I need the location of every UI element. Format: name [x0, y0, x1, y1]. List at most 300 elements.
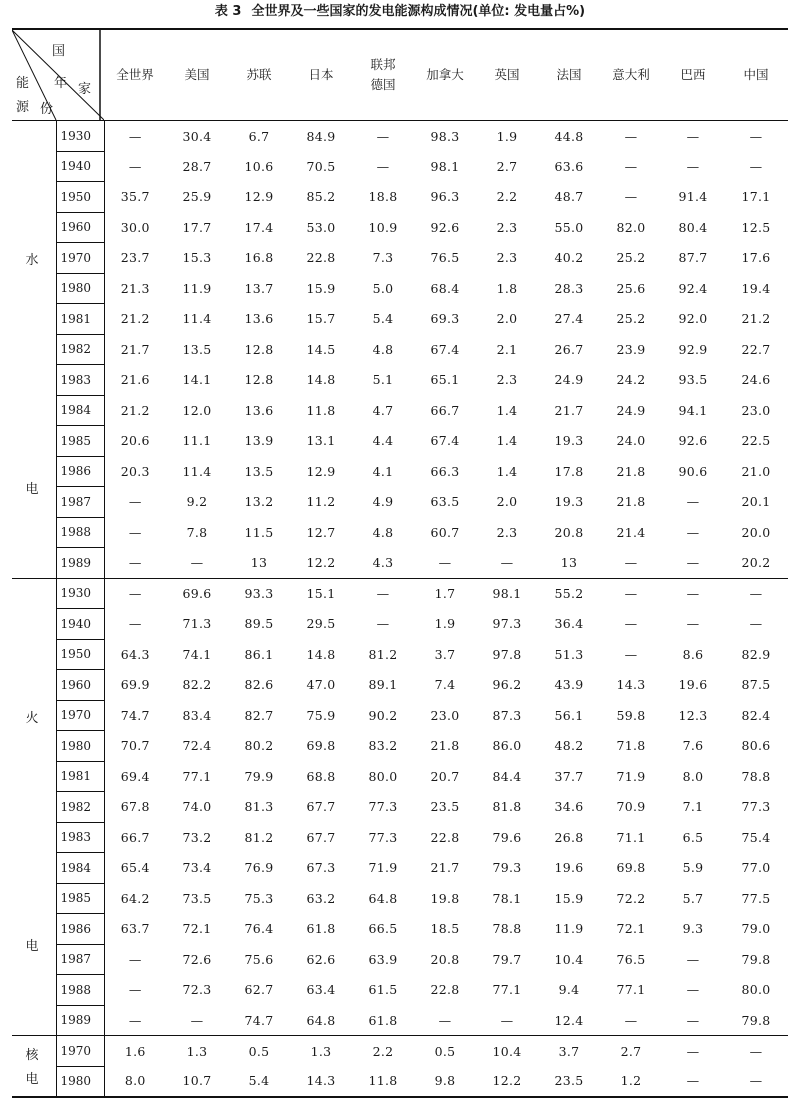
value-cell: —	[686, 951, 700, 967]
value-cell: 70.9	[616, 799, 646, 815]
value-cell: 24.6	[741, 372, 771, 388]
value-cell: 12.7	[306, 524, 336, 540]
value-cell: 1.4	[496, 402, 518, 418]
value-cell: 11.9	[182, 280, 212, 296]
value-cell: 21.0	[741, 463, 771, 479]
year-cell: 1950	[56, 182, 104, 213]
value-cell: 77.0	[741, 860, 771, 876]
value-cell: 8.6	[682, 646, 704, 662]
table-body	[12, 121, 788, 1097]
value-cell: 96.2	[492, 677, 522, 693]
value-cell: 48.7	[554, 189, 584, 205]
year-cell: 1980	[56, 1066, 104, 1097]
value-cell: 70.7	[120, 738, 150, 754]
value-cell: 80.4	[678, 219, 708, 235]
value-cell: 23.5	[554, 1073, 584, 1089]
column-header-text: 德国	[370, 77, 396, 92]
value-cell: 61.8	[368, 1012, 398, 1028]
value-cell: 71.8	[616, 738, 646, 754]
value-cell: 21.3	[120, 280, 150, 296]
value-cell: 21.7	[554, 402, 584, 418]
value-cell: 20.1	[741, 494, 771, 510]
value-cell: 71.1	[616, 829, 646, 845]
year-cell: 1982	[56, 792, 104, 823]
value-cell: 5.4	[372, 311, 394, 327]
table-row	[12, 822, 788, 853]
value-cell: 15.9	[554, 890, 584, 906]
value-cell: 79.9	[244, 768, 274, 784]
value-cell: 81.3	[244, 799, 274, 815]
value-cell: 20.0	[741, 524, 771, 540]
year-cell: 1980	[56, 731, 104, 762]
value-cell: 2.2	[496, 189, 518, 205]
value-cell: 40.2	[554, 250, 584, 266]
value-cell: 14.8	[306, 372, 336, 388]
value-cell: —	[662, 1036, 724, 1067]
value-cell: 21.4	[616, 524, 646, 540]
value-cell: 24.2	[616, 372, 646, 388]
value-cell: 13.9	[244, 433, 274, 449]
value-cell: 14.3	[616, 677, 646, 693]
value-cell: 28.3	[554, 280, 584, 296]
value-cell: —	[128, 128, 142, 144]
year-cell: 1940	[56, 151, 104, 182]
value-cell: 51.3	[554, 646, 584, 662]
table-row	[12, 731, 788, 762]
value-cell: 7.8	[186, 524, 208, 540]
value-cell: 74.7	[120, 707, 150, 723]
value-cell: 72.2	[616, 890, 646, 906]
value-cell: 6.5	[682, 829, 704, 845]
value-cell: 64.8	[306, 1012, 336, 1028]
value-cell: 82.6	[244, 677, 274, 693]
value-cell: 66.5	[368, 921, 398, 937]
value-cell: 12.8	[244, 341, 274, 357]
value-cell: 1.3	[290, 1036, 352, 1067]
value-cell: 13.5	[182, 341, 212, 357]
column-header-text: 英国	[494, 67, 520, 82]
value-cell: 72.6	[182, 951, 212, 967]
table-row	[12, 944, 788, 975]
year-cell: 1930	[56, 121, 104, 152]
value-cell: 11.8	[368, 1073, 398, 1089]
value-cell: 12.0	[182, 402, 212, 418]
value-cell: 7.3	[372, 250, 394, 266]
column-header	[724, 29, 788, 121]
value-cell: 83.4	[182, 707, 212, 723]
value-cell: 1.4	[496, 433, 518, 449]
value-cell: 79.0	[741, 921, 771, 937]
value-cell: 92.4	[678, 280, 708, 296]
year-cell: 1970	[56, 700, 104, 731]
value-cell: 34.6	[554, 799, 584, 815]
value-cell: —	[624, 1012, 638, 1028]
value-cell: 75.3	[244, 890, 274, 906]
value-cell: 76.9	[244, 860, 274, 876]
energy-type-char: 核	[25, 1048, 39, 1063]
value-cell: 23.9	[616, 341, 646, 357]
table-row	[12, 121, 788, 152]
value-cell: 78.8	[492, 921, 522, 937]
value-cell: —	[500, 1012, 514, 1028]
value-cell: 24.9	[616, 402, 646, 418]
value-cell: —	[500, 555, 514, 570]
year-cell: 1987	[56, 487, 104, 518]
value-cell: 70.5	[306, 158, 336, 174]
column-header-text: 加拿大	[426, 67, 464, 82]
value-cell: 72.3	[182, 982, 212, 998]
table-row	[12, 273, 788, 304]
value-cell: 23.7	[120, 250, 150, 266]
value-cell: 9.4	[558, 982, 580, 998]
value-cell: 2.3	[496, 372, 518, 388]
value-cell: 14.1	[182, 372, 212, 388]
value-cell: 63.6	[554, 158, 584, 174]
table-row	[12, 517, 788, 548]
value-cell: 1.8	[496, 280, 518, 296]
value-cell: —	[686, 1012, 700, 1028]
value-cell: 98.1	[476, 578, 538, 609]
energy-type-char: 电	[25, 939, 39, 955]
value-cell: —	[128, 524, 142, 540]
value-cell: 26.7	[554, 341, 584, 357]
value-cell: 79.8	[741, 951, 771, 967]
value-cell: 81.2	[244, 829, 274, 845]
value-cell: 20.6	[120, 433, 150, 449]
year-cell: 1984	[56, 853, 104, 884]
value-cell: 19.4	[741, 280, 771, 296]
column-header	[476, 29, 538, 121]
value-cell: 62.6	[306, 951, 336, 967]
energy-type-char: 电	[25, 1072, 39, 1087]
value-cell: 56.1	[554, 707, 584, 723]
year-cell: 1983	[56, 822, 104, 853]
value-cell: 23.0	[430, 707, 460, 723]
value-cell: 10.7	[182, 1073, 212, 1089]
value-cell: 79.8	[741, 1012, 771, 1028]
value-cell: 75.4	[741, 829, 771, 845]
value-cell: —	[749, 128, 763, 144]
value-cell: 86.0	[492, 738, 522, 754]
header-row	[12, 29, 788, 121]
column-header	[166, 29, 228, 121]
value-cell: 1.9	[434, 616, 456, 632]
column-header	[104, 29, 166, 121]
value-cell: 12.2	[306, 555, 336, 570]
value-cell: 92.9	[678, 341, 708, 357]
value-cell: —	[624, 158, 638, 174]
value-cell: —	[686, 982, 700, 998]
value-cell: 17.7	[182, 219, 212, 235]
value-cell: 3.7	[538, 1036, 600, 1067]
value-cell: 14.5	[306, 341, 336, 357]
value-cell: 2.3	[496, 219, 518, 235]
energy-type-char: 电	[25, 481, 39, 497]
value-cell: 11.4	[182, 463, 212, 479]
value-cell: 73.4	[182, 860, 212, 876]
value-cell: 96.3	[430, 189, 460, 205]
value-cell: 19.3	[554, 494, 584, 510]
value-cell: 5.0	[372, 280, 394, 296]
value-cell: 7.1	[682, 799, 704, 815]
table-row	[12, 426, 788, 457]
value-cell: 14.8	[306, 646, 336, 662]
value-cell: —	[376, 158, 390, 174]
value-cell: 76.5	[430, 250, 460, 266]
value-cell: 2.1	[496, 341, 518, 357]
value-cell: 69.8	[306, 738, 336, 754]
value-cell: 68.4	[430, 280, 460, 296]
value-cell: 4.1	[372, 463, 394, 479]
column-header	[538, 29, 600, 121]
value-cell: 97.8	[492, 646, 522, 662]
value-cell: 12.4	[554, 1012, 584, 1028]
corner-yuan: 源	[16, 100, 30, 115]
value-cell: 71.3	[182, 616, 212, 632]
table-row	[12, 578, 788, 609]
energy-type-cell	[12, 121, 56, 579]
table-row	[12, 1005, 788, 1036]
value-cell: —	[662, 578, 724, 609]
value-cell: 21.7	[430, 860, 460, 876]
value-cell: 55.2	[538, 578, 600, 609]
value-cell: 67.4	[430, 341, 460, 357]
value-cell: 17.4	[244, 219, 274, 235]
value-cell: 48.2	[554, 738, 584, 754]
value-cell: 0.5	[414, 1036, 476, 1067]
value-cell: 28.7	[182, 158, 212, 174]
value-cell: 77.5	[741, 890, 771, 906]
value-cell: 12.9	[244, 189, 274, 205]
table-row	[12, 761, 788, 792]
value-cell: 2.0	[496, 311, 518, 327]
value-cell: 13.1	[306, 433, 336, 449]
value-cell: 7.6	[682, 738, 704, 754]
value-cell: 43.9	[554, 677, 584, 693]
value-cell: 13.6	[244, 311, 274, 327]
value-cell: 69.6	[166, 578, 228, 609]
corner-fen: 份	[40, 102, 54, 117]
value-cell: 79.6	[492, 829, 522, 845]
value-cell: —	[104, 578, 166, 609]
year-cell: 1986	[56, 914, 104, 945]
value-cell: 61.5	[368, 982, 398, 998]
value-cell: 69.8	[616, 860, 646, 876]
value-cell: 77.1	[182, 768, 212, 784]
value-cell: 89.1	[368, 677, 398, 693]
value-cell: 11.5	[244, 524, 274, 540]
year-cell: 1970	[56, 1036, 104, 1067]
value-cell: 2.2	[352, 1036, 414, 1067]
value-cell: 98.1	[430, 158, 460, 174]
value-cell: 11.2	[306, 494, 336, 510]
value-cell: 1.7	[414, 578, 476, 609]
value-cell: 87.3	[492, 707, 522, 723]
value-cell: 76.4	[244, 921, 274, 937]
value-cell: —	[624, 616, 638, 632]
value-cell: 15.1	[290, 578, 352, 609]
value-cell: 82.7	[244, 707, 274, 723]
column-header	[414, 29, 476, 121]
value-cell: 2.7	[600, 1036, 662, 1067]
table-row	[12, 670, 788, 701]
value-cell: 9.8	[434, 1073, 456, 1089]
value-cell: 20.7	[430, 768, 460, 784]
value-cell: 77.1	[492, 982, 522, 998]
value-cell: 89.5	[244, 616, 274, 632]
value-cell: 61.8	[306, 921, 336, 937]
year-cell: 1981	[56, 304, 104, 335]
value-cell: 63.2	[306, 890, 336, 906]
value-cell: 47.0	[306, 677, 336, 693]
value-cell: 2.0	[496, 494, 518, 510]
column-header-text: 美国	[184, 67, 210, 82]
table-row	[12, 487, 788, 518]
value-cell: 86.1	[244, 646, 274, 662]
value-cell: 5.7	[682, 890, 704, 906]
value-cell: 4.7	[372, 402, 394, 418]
value-cell: 25.2	[616, 311, 646, 327]
value-cell: 20.8	[430, 951, 460, 967]
value-cell: 74.0	[182, 799, 212, 815]
table-row	[12, 975, 788, 1006]
value-cell: 93.5	[678, 372, 708, 388]
value-cell: 55.0	[554, 219, 584, 235]
value-cell: 21.2	[120, 402, 150, 418]
value-cell: 69.9	[120, 677, 150, 693]
value-cell: 13.2	[244, 494, 274, 510]
table-row	[12, 700, 788, 731]
value-cell: 81.8	[492, 799, 522, 815]
value-cell: 13.7	[244, 280, 274, 296]
column-header	[352, 29, 414, 121]
corner-jia: 家	[78, 82, 92, 97]
value-cell: 6.7	[248, 128, 270, 144]
value-cell: 72.4	[182, 738, 212, 754]
value-cell: 71.9	[616, 768, 646, 784]
column-header	[600, 29, 662, 121]
value-cell: 84.4	[492, 768, 522, 784]
table-row	[12, 456, 788, 487]
value-cell: 8.0	[124, 1073, 146, 1089]
value-cell: —	[624, 646, 638, 662]
value-cell: 16.8	[244, 250, 274, 266]
value-cell: 64.2	[120, 890, 150, 906]
value-cell: 77.3	[368, 829, 398, 845]
value-cell: 63.7	[120, 921, 150, 937]
value-cell: 93.3	[228, 578, 290, 609]
table-row	[12, 212, 788, 243]
value-cell: —	[686, 128, 700, 144]
table-row	[12, 395, 788, 426]
value-cell: 67.7	[306, 829, 336, 845]
value-cell: 18.8	[368, 189, 398, 205]
energy-type-cell	[12, 578, 56, 1036]
value-cell: 79.7	[492, 951, 522, 967]
value-cell: —	[376, 128, 390, 144]
year-cell: 1930	[56, 578, 104, 609]
value-cell: —	[724, 578, 788, 609]
value-cell: 80.6	[741, 738, 771, 754]
value-cell: —	[438, 555, 452, 570]
table-row	[12, 883, 788, 914]
table-row	[12, 365, 788, 396]
value-cell: 82.2	[182, 677, 212, 693]
value-cell: 17.1	[741, 189, 771, 205]
table-row	[12, 151, 788, 182]
value-cell: 1.3	[166, 1036, 228, 1067]
value-cell: 87.5	[741, 677, 771, 693]
value-cell: 1.2	[620, 1073, 642, 1089]
value-cell: 10.9	[368, 219, 398, 235]
value-cell: 72.1	[616, 921, 646, 937]
value-cell: 12.8	[244, 372, 274, 388]
value-cell: 19.6	[678, 677, 708, 693]
column-header-text: 巴西	[680, 67, 706, 82]
value-cell: —	[686, 158, 700, 174]
value-cell: 75.6	[244, 951, 274, 967]
value-cell: 77.3	[368, 799, 398, 815]
value-cell: 72.1	[182, 921, 212, 937]
year-cell: 1984	[56, 395, 104, 426]
value-cell: 68.8	[306, 768, 336, 784]
value-cell: 63.5	[430, 494, 460, 510]
energy-type-cell	[12, 1036, 56, 1097]
year-cell: 1987	[56, 944, 104, 975]
value-cell: —	[749, 616, 763, 632]
value-cell: 69.4	[120, 768, 150, 784]
value-cell: 87.7	[678, 250, 708, 266]
value-cell: 59.8	[616, 707, 646, 723]
value-cell: —	[190, 555, 204, 570]
value-cell: 11.1	[182, 433, 212, 449]
value-cell: 17.6	[741, 250, 771, 266]
table-row	[12, 548, 788, 579]
value-cell: 26.8	[554, 829, 584, 845]
year-cell: 1985	[56, 883, 104, 914]
column-header-text: 全世界	[116, 67, 154, 82]
value-cell: 78.8	[741, 768, 771, 784]
value-cell: 5.1	[372, 372, 394, 388]
value-cell: 7.4	[434, 677, 456, 693]
value-cell: 98.3	[430, 128, 460, 144]
value-cell: 2.7	[496, 158, 518, 174]
value-cell: 1.4	[496, 463, 518, 479]
value-cell: —	[352, 578, 414, 609]
value-cell: 5.9	[682, 860, 704, 876]
value-cell: —	[686, 1073, 700, 1089]
column-header	[662, 29, 724, 121]
value-cell: 63.9	[368, 951, 398, 967]
value-cell: 4.8	[372, 524, 394, 540]
value-cell: 37.7	[554, 768, 584, 784]
value-cell: 4.3	[372, 555, 394, 570]
value-cell: —	[600, 578, 662, 609]
value-cell: 74.1	[182, 646, 212, 662]
value-cell: —	[624, 128, 638, 144]
table-row	[12, 243, 788, 274]
year-cell: 1989	[56, 1005, 104, 1036]
value-cell: 29.5	[306, 616, 336, 632]
value-cell: 3.7	[434, 646, 456, 662]
column-header	[290, 29, 352, 121]
value-cell: 22.5	[741, 433, 771, 449]
value-cell: 66.3	[430, 463, 460, 479]
value-cell: 13.5	[244, 463, 274, 479]
year-cell: 1983	[56, 365, 104, 396]
value-cell: 83.2	[368, 738, 398, 754]
year-cell: 1986	[56, 456, 104, 487]
